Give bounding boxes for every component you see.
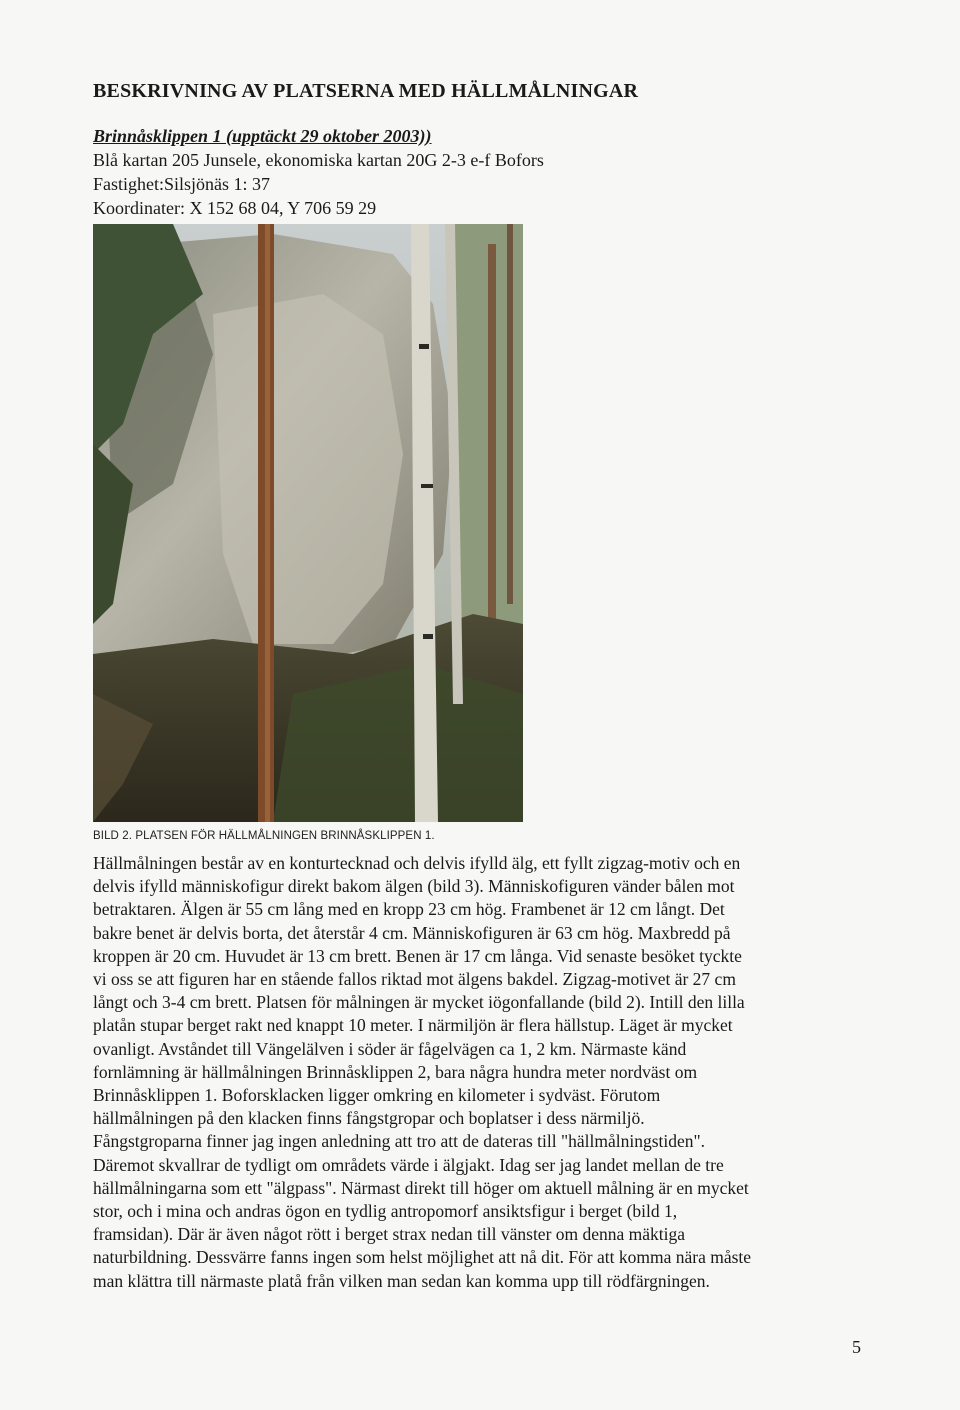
body-line: betraktaren. Älgen är 55 cm lång med en kropp 23 cm hög. Frambenet är 12 cm långt. Det bbox=[93, 899, 725, 920]
site-photo bbox=[93, 224, 523, 822]
body-line: delvis ifylld människofigur direkt bakom älgen (bild 3). Människofiguren vänder bålen mot bbox=[93, 876, 735, 897]
body-line: Fångstgroparna finner jag ingen anledning att tro att de dateras till "hällmålningstiden". bbox=[93, 1131, 706, 1152]
body-line: man klättra till närmaste platå från vilken man sedan kan komma upp till rödfärgningen. bbox=[93, 1270, 710, 1291]
body-line: Brinnåsklippen 1. Boforsklacken ligger omkring en kilometer i sydväst. Förutom bbox=[93, 1085, 661, 1106]
body-line: Hällmålningen består av en konturtecknad och delvis ifylld älg, ett fyllt zigzag-motiv och en bbox=[93, 853, 741, 873]
document-title: BESKRIVNING AV PLATSERNA MED HÄLLMÅLNINGAR bbox=[93, 80, 639, 102]
body-line: bakre benet är delvis borta, det återstår 4 cm. Människofiguren är 63 cm hög. Maxbredd på bbox=[93, 922, 731, 943]
photo-caption: BILD 2. PLATSEN FÖR HÄLLMÅLNINGEN BRINNÅSKLIPPEN 1. bbox=[93, 830, 435, 842]
property-reference: Fastighet:Silsjönäs 1: 37 bbox=[93, 174, 271, 194]
body-paragraph bbox=[93, 852, 853, 1293]
map-reference: Blå kartan 205 Junsele, ekonomiska kartan 20G 2-3 e-f Bofors bbox=[93, 150, 544, 170]
body-line: framsidan). Där är även något rött i berget strax nedan till vänster om denna mäktiga bbox=[93, 1224, 686, 1245]
body-line: fornlämning är hällmålningen Brinnåsklippen 2, bara några hundra meter nordväst om bbox=[93, 1061, 698, 1082]
body-line: vi oss se att figuren har en stående fallos riktad mot älgens bakdel. Zigzag-motivet är 27 cm bbox=[93, 969, 736, 990]
page-number: 5 bbox=[852, 1337, 861, 1357]
site-heading: Brinnåsklippen 1 (upptäckt 29 oktober 2003)) bbox=[93, 126, 432, 146]
body-line: hällmålningarna som ett "älgpass". Närmast direkt till höger om aktuell målning är en mycket bbox=[93, 1177, 749, 1198]
coordinates: Koordinater: X 152 68 04, Y 706 59 29 bbox=[93, 198, 377, 218]
body-line: naturbildning. Dessvärre fanns ingen som helst möjlighet att nå dit. För att komma nära måste bbox=[93, 1247, 752, 1268]
body-line: hällmålningen på den klacken finns fångstgropar och boplatser i dess närmiljö. bbox=[93, 1108, 645, 1129]
body-line: ovanligt. Avståndet till Vängelälven i söder är fågelvägen ca 1, 2 km. Närmaste känd bbox=[93, 1038, 687, 1059]
body-line: stor, och i mina och andras ögon en tydlig antropomorf ansiktsfigur i berget (bild 1, bbox=[93, 1201, 678, 1222]
body-line: långt och 3-4 cm brett. Platsen för målningen är mycket iögonfallande (bild 2). Intill den lilla bbox=[93, 992, 745, 1013]
body-line: platån stupar berget rakt ned knappt 10 meter. I närmiljön är flera hällstup. Läget är mycket bbox=[93, 1015, 733, 1036]
rock-cliff-forest-image bbox=[93, 224, 523, 822]
body-line: kroppen är 20 cm. Huvudet är 13 cm brett. Benen är 17 cm långa. Vid senaste besöket tyckte bbox=[93, 945, 742, 966]
body-line: Däremot skvallrar de tydligt om områdets värde i älgjakt. Idag ser jag landet mellan de tre bbox=[93, 1154, 724, 1175]
